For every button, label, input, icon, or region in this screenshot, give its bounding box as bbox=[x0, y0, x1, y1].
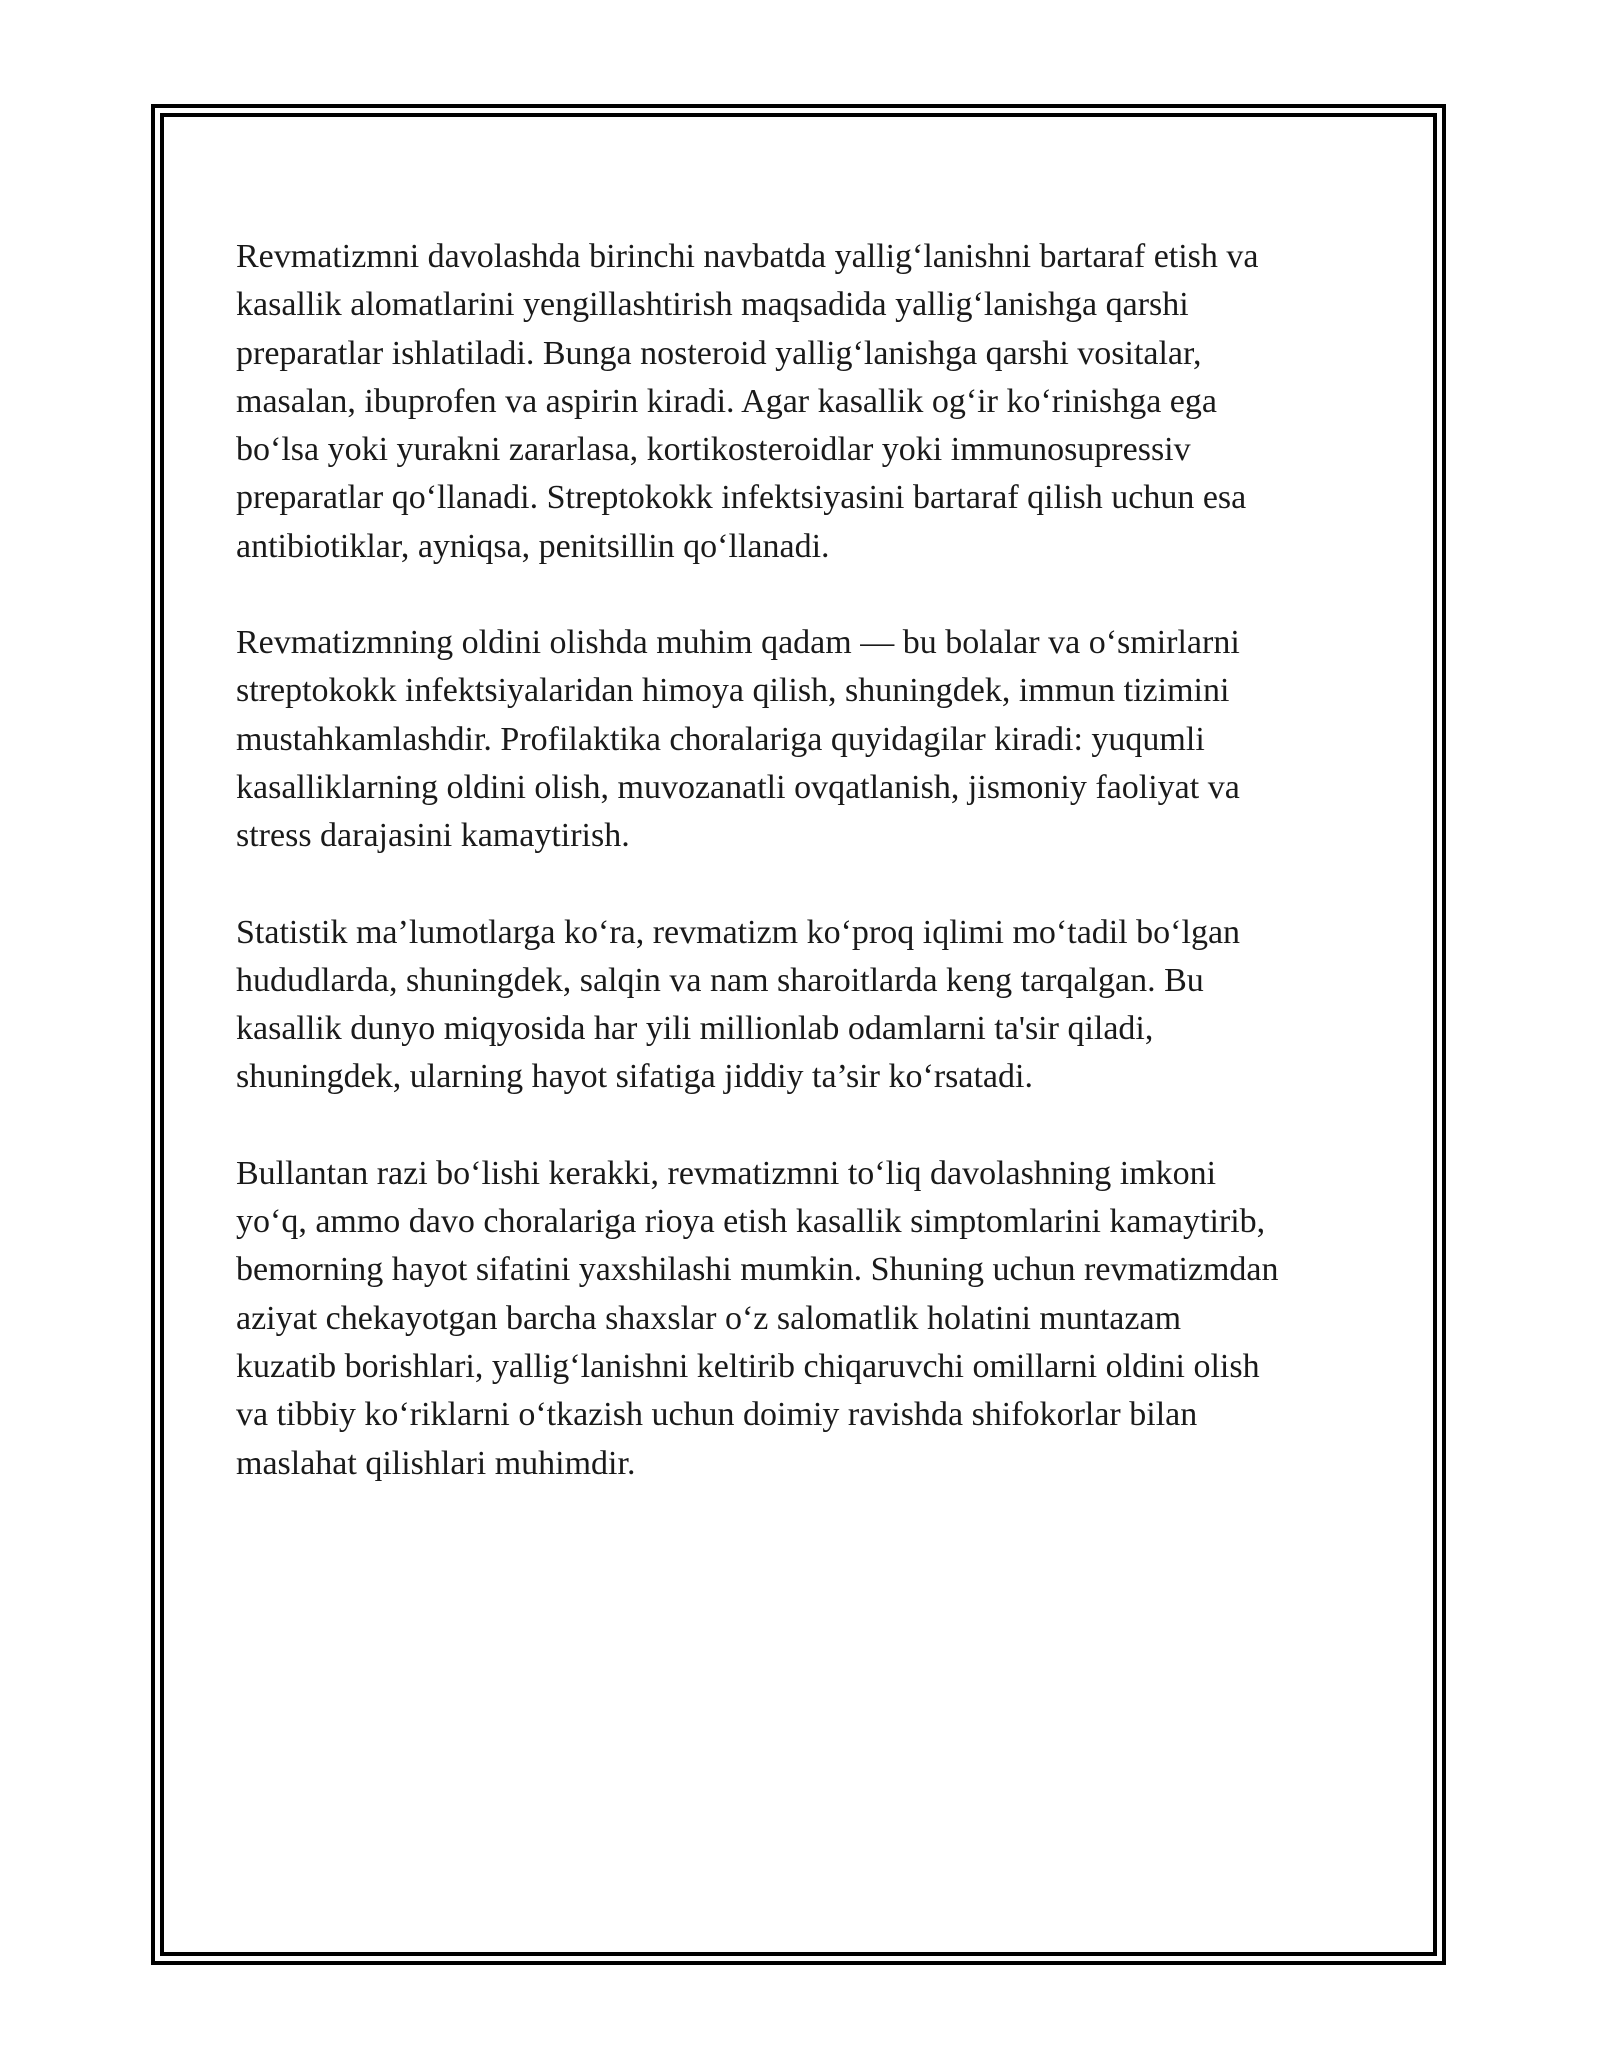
document-body bbox=[236, 233, 1376, 1536]
text-line: bemorning hayot sifatini yaxshilashi mumkin. Shuning uchun revmatizmdan bbox=[236, 1251, 1279, 1289]
text-line: shuningdek, ularning hayot sifatiga jiddiy ta’sir ko‘rsatadi. bbox=[236, 1058, 1033, 1096]
text-line: preparatlar ishlatiladi. Bunga nosteroid yallig‘lanishga qarshi vositalar, bbox=[236, 334, 1202, 372]
paragraph-conclusion bbox=[236, 1150, 1376, 1488]
paragraph-statistics bbox=[236, 909, 1376, 1102]
text-line: kasallik alomatlarini yengillashtirish maqsadida yallig‘lanishga qarshi bbox=[236, 286, 1189, 324]
text-line: Revmatizmni davolashda birinchi navbatda yallig‘lanishni bartaraf etish va bbox=[236, 238, 1259, 275]
text-line: kuzatib borishlari, yallig‘lanishni keltirib chiqaruvchi omillarni oldini olish bbox=[236, 1347, 1260, 1385]
text-line: Statistik ma’lumotlarga ko‘ra, revmatizm ko‘proq iqlimi mo‘tadil bo‘lgan bbox=[236, 913, 1241, 951]
text-line: Revmatizmning oldini olishda muhim qadam — bu bolalar va o‘smirlarni bbox=[236, 624, 1240, 662]
text-line: Bullantan razi bo‘lishi kerakki, revmatizmni to‘liq davolashning imkoni bbox=[236, 1154, 1217, 1192]
text-line: kasalliklarning oldini olish, muvozanatli ovqatlanish, jismoniy faoliyat va bbox=[236, 768, 1240, 806]
text-line: yo‘q, ammo davo choralariga rioya etish kasallik simptomlarini kamaytirib, bbox=[236, 1203, 1266, 1241]
text-line: antibiotiklar, ayniqsa, penitsillin qo‘llanadi. bbox=[236, 527, 830, 565]
text-line: aziyat chekayotgan barcha shaxslar o‘z salomatlik holatini muntazam bbox=[236, 1299, 1182, 1337]
text-line: streptokokk infektsiyalaridan himoya qilish, shuningdek, immun tizimini bbox=[236, 672, 1230, 710]
text-line: mustahkamlashdir. Profilaktika choralariga quyidagilar kiradi: yuqumli bbox=[236, 720, 1205, 758]
text-line: hududlarda, shuningdek, salqin va nam sharoitlarda keng tarqalgan. Bu bbox=[236, 961, 1204, 999]
text-line: preparatlar qo‘llanadi. Streptokokk infektsiyasini bartaraf qilish uchun esa bbox=[236, 479, 1247, 517]
text-line: va tibbiy ko‘riklarni o‘tkazish uchun doimiy ravishda shifokorlar bilan bbox=[236, 1396, 1198, 1434]
text-line: stress darajasini kamaytirish. bbox=[236, 817, 630, 855]
paragraph-prevention bbox=[236, 619, 1376, 860]
text-line: masalan, ibuprofen va aspirin kiradi. Agar kasallik og‘ir ko‘rinishga ega bbox=[236, 382, 1217, 420]
text-line: bo‘lsa yoki yurakni zararlasa, kortikosteroidlar yoki immunosupressiv bbox=[236, 431, 1191, 469]
text-line: maslahat qilishlari muhimdir. bbox=[236, 1444, 636, 1482]
text-line: kasallik dunyo miqyosida har yili millionlab odamlarni ta'sir qiladi, bbox=[236, 1010, 1154, 1048]
paragraph-treatment bbox=[236, 233, 1376, 571]
